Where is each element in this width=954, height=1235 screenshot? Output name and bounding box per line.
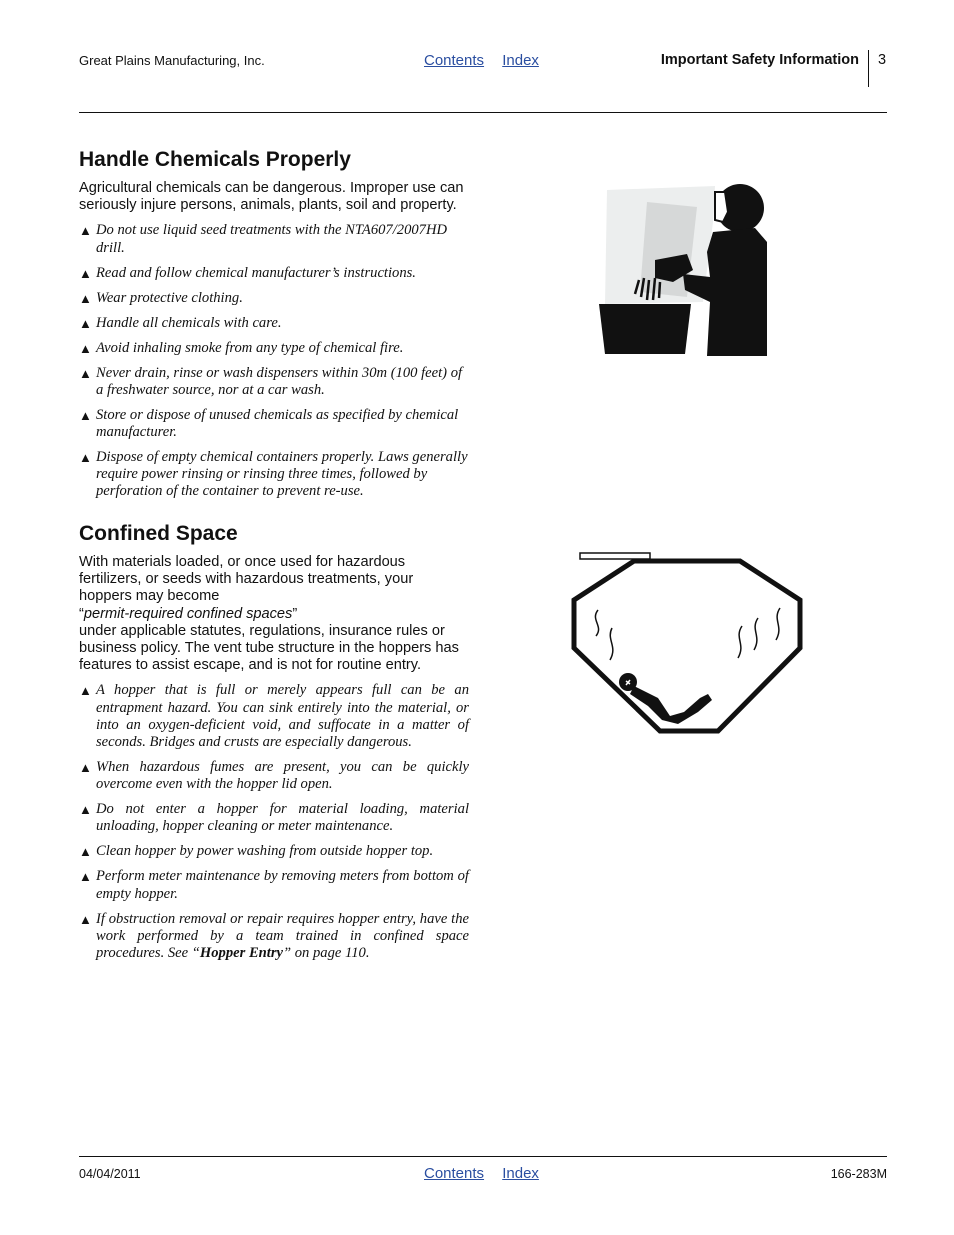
contents-link[interactable]: Contents: [424, 52, 485, 69]
index-link[interactable]: Index: [502, 1165, 539, 1182]
list-item: ▲ If obstruction removal or repair requires hopper entry, have the work performed by a team trained in confined space procedures. See “Hopper Entry” on page 110.: [79, 910, 469, 962]
list-item: ▲ Wear protective clothing.: [79, 289, 243, 306]
list-item: ▲ Never drain, rinse or wash dispensers within 30m (100 feet) of a freshwater source, nor at a car wash.: [79, 364, 463, 398]
header-rule: [79, 112, 887, 113]
warning-triangle-icon: ▲: [79, 223, 92, 239]
warning-triangle-icon: ▲: [79, 450, 92, 466]
contents-link[interactable]: Contents: [424, 1165, 485, 1182]
chemical-handler-illustration: [595, 182, 770, 360]
hopper-entry-reference: Hopper Entry: [199, 945, 283, 962]
chemicals-heading: Handle Chemicals Properly: [79, 148, 351, 171]
company-name: Great Plains Manufacturing, Inc.: [79, 53, 265, 68]
warning-triangle-icon: ▲: [79, 365, 92, 381]
hopper-entrapment-illustration: [570, 548, 806, 738]
list-item: ▲ A hopper that is full or merely appears full can be an entrapment hazard. You can sink entirely into the material, or into an oxygen-deficient void, and suffocate in a matter of seconds. Bridges and crusts are especially dangerous.: [79, 682, 469, 751]
warning-triangle-icon: ▲: [79, 844, 92, 860]
index-link[interactable]: Index: [502, 52, 539, 69]
footer-date: 04/04/2011: [79, 1167, 141, 1181]
list-item: ▲ Store or dispose of unused chemicals as specified by chemical manufacturer.: [79, 406, 459, 441]
warning-triangle-icon: ▲: [79, 683, 92, 699]
chemicals-intro: Agricultural chemicals can be dangerous. Improper use can seriously injure persons, animals, plants, soil and property.: [79, 180, 464, 214]
warning-triangle-icon: ▲: [79, 407, 92, 423]
page-number: 3: [878, 52, 887, 68]
list-item: ▲ Perform meter maintenance by removing meters from bottom of empty hopper.: [79, 868, 469, 902]
list-item: ▲ Do not use liquid seed treatments with the NTA607/2007HD drill.: [79, 222, 448, 256]
chemicals-bullet-list: [79, 222, 469, 500]
list-item: ▲ Dispose of empty chemical containers properly. Laws generally require power rinsing or rinsing three times, followed by perforation of the container to prevent re-use.: [79, 449, 468, 500]
list-item: ▲ Handle all chemicals with care.: [79, 314, 282, 331]
warning-triangle-icon: ▲: [79, 869, 92, 885]
warning-triangle-icon: ▲: [79, 760, 92, 776]
footer-rule: [79, 1156, 887, 1157]
list-item: ▲ Read and follow chemical manufacturer’s instructions.: [79, 264, 416, 281]
list-item: ▲ Avoid inhaling smoke from any type of chemical fire.: [79, 339, 404, 356]
confined-intro: With materials loaded, or once used for hazardous fertilizers, or seeds with hazardous treatments, your hoppers may become “permit-required confined spaces” under applicable statutes, regulations, insurance rules or business policy. The vent tube structure in the hoppers has features to assist escape, and is not for routine entry.: [79, 554, 459, 674]
list-item: ▲ When hazardous fumes are present, you can be quickly overcome even with the hopper lid open.: [79, 759, 469, 793]
warning-triangle-icon: ▲: [79, 290, 92, 306]
list-item: ▲ Clean hopper by power washing from outside hopper top.: [79, 843, 434, 860]
warning-triangle-icon: ▲: [79, 802, 92, 818]
confined-section: [79, 522, 469, 970]
chemicals-section: [79, 148, 469, 508]
warning-triangle-icon: ▲: [79, 340, 92, 356]
list-item: ▲ Do not enter a hopper for material loading, material unloading, hopper cleaning or meter maintenance.: [79, 801, 469, 835]
warning-triangle-icon: ▲: [79, 265, 92, 281]
confined-bullet-list: [79, 682, 469, 962]
confined-heading: Confined Space: [79, 522, 238, 545]
warning-triangle-icon: ▲: [79, 315, 92, 331]
warning-triangle-icon: ▲: [79, 911, 92, 927]
document-number: 166-283M: [830, 1167, 887, 1181]
footer-nav: [424, 1165, 553, 1182]
header-divider: [868, 50, 869, 87]
section-title: Important Safety Information: [660, 52, 859, 68]
header-nav: [424, 52, 553, 69]
